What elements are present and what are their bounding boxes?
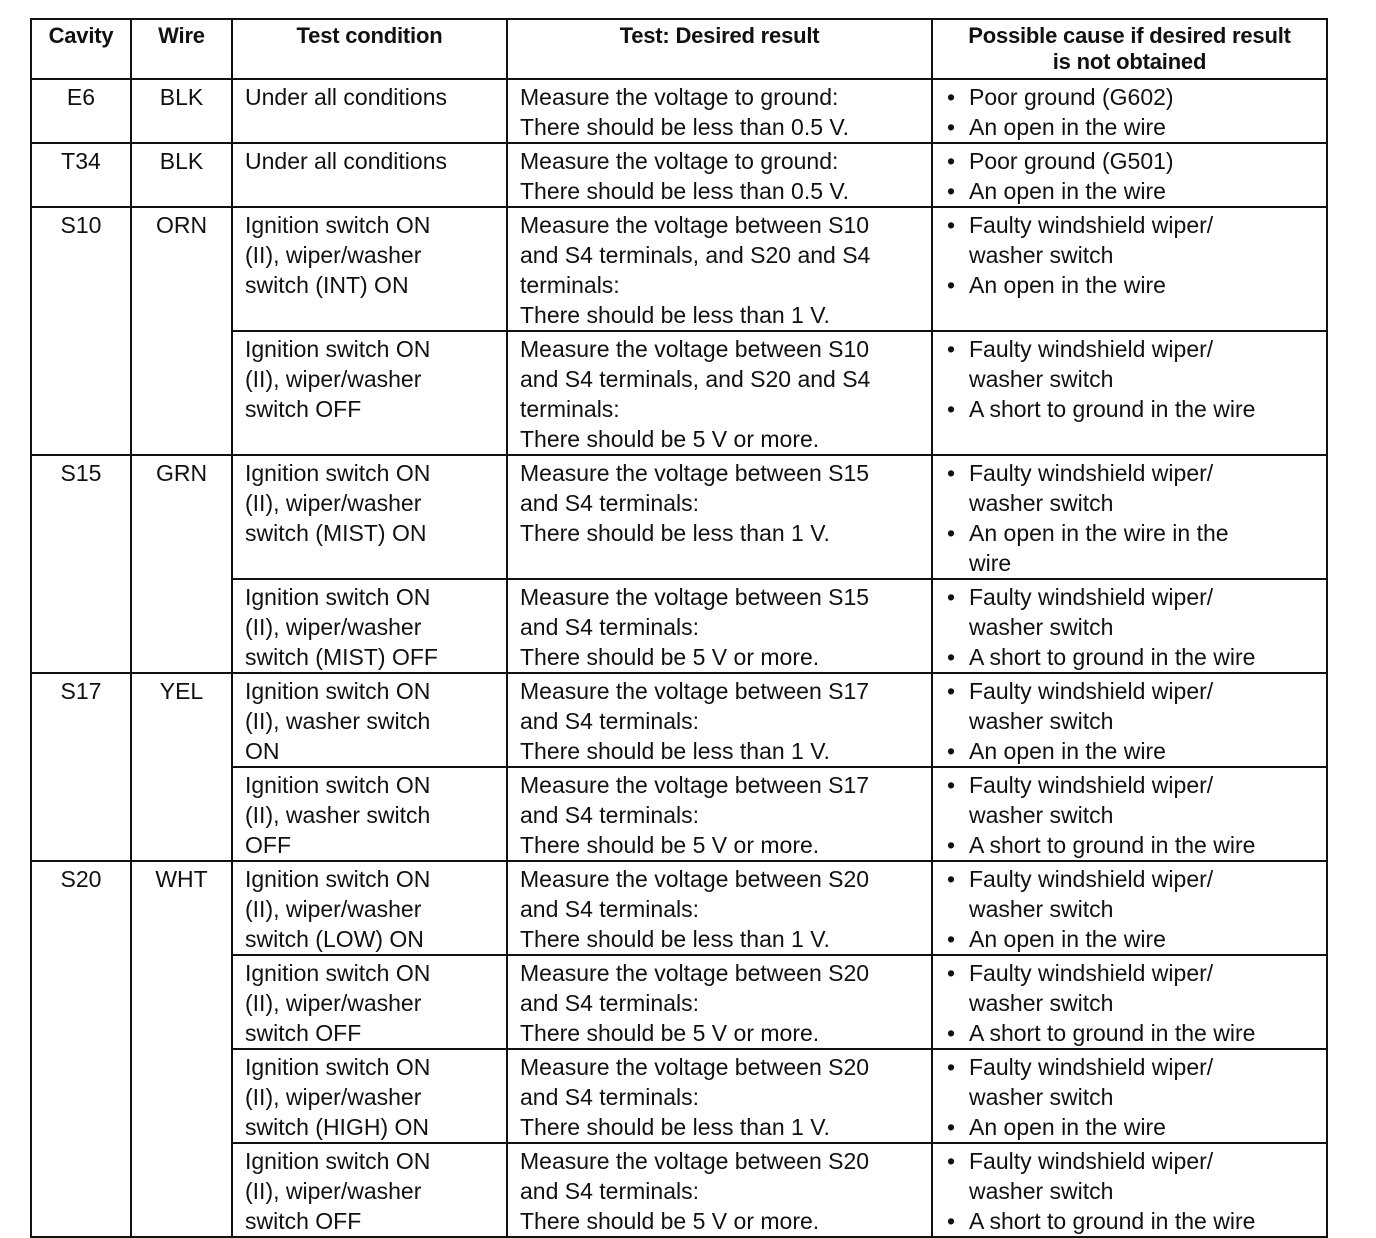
condition-cell (232, 673, 507, 767)
table-row (31, 79, 1327, 143)
condition-line: switch OFF (245, 1020, 362, 1046)
result-line: and S4 terminals: (520, 802, 699, 828)
result-line: Measure the voltage between S10 (520, 336, 870, 362)
result-line: There should be less than 0.5 V. (520, 178, 850, 204)
bullet-icon: • (947, 336, 956, 362)
result-cell (507, 1143, 932, 1237)
table-row (31, 673, 1327, 767)
result-line: terminals: (520, 272, 620, 298)
cause-item: • Faulty windshield wiper/ washer switch (947, 212, 1214, 268)
result-line: There should be less than 1 V. (520, 738, 830, 764)
condition-line: (II), wiper/washer (245, 1178, 422, 1204)
condition-cell (232, 79, 507, 143)
cause-item: • An open in the wire (947, 114, 1166, 140)
cause-item: • Faulty windshield wiper/ washer switch (947, 460, 1214, 516)
table-row (31, 143, 1327, 207)
cause-item: • Poor ground (G501) (947, 148, 1174, 174)
cause-item: • An open in the wire (947, 738, 1166, 764)
condition-line: switch (LOW) ON (245, 926, 424, 952)
wire-cell: YEL (131, 673, 232, 861)
result-line: Measure the voltage between S20 (520, 866, 870, 892)
cavity-cell: S20 (31, 861, 131, 1237)
bullet-icon: • (947, 1114, 956, 1140)
bullet-icon: • (947, 396, 956, 422)
result-line: and S4 terminals: (520, 708, 699, 734)
result-line: Measure the voltage between S20 (520, 1148, 870, 1174)
cause-item: • Faulty windshield wiper/ washer switch (947, 772, 1214, 828)
bullet-icon: • (947, 114, 956, 140)
table-row (31, 455, 1327, 579)
cause-item: • A short to ground in the wire (947, 1208, 1256, 1234)
condition-line: switch (HIGH) ON (245, 1114, 429, 1140)
cause-item: • Faulty windshield wiper/ washer switch (947, 584, 1214, 640)
cavity-cell: T34 (31, 143, 131, 207)
result-cell (507, 579, 932, 673)
cause-item: • An open in the wire (947, 272, 1166, 298)
condition-line: Under all conditions (245, 84, 448, 110)
bullet-icon: • (947, 1020, 956, 1046)
result-line: There should be 5 V or more. (520, 644, 820, 670)
result-line: There should be less than 1 V. (520, 1114, 830, 1140)
result-line: There should be less than 1 V. (520, 520, 830, 546)
cavity-cell: E6 (31, 79, 131, 143)
cause-cell (932, 673, 1327, 767)
table-row (31, 207, 1327, 331)
condition-cell (232, 579, 507, 673)
bullet-icon: • (947, 738, 956, 764)
result-line: and S4 terminals: (520, 1084, 699, 1110)
cause-item: • A short to ground in the wire (947, 832, 1256, 858)
condition-line: (II), wiper/washer (245, 614, 422, 640)
condition-line: switch OFF (245, 396, 362, 422)
condition-line: (II), washer switch (245, 802, 431, 828)
cause-item: • Poor ground (G602) (947, 84, 1174, 110)
bullet-icon: • (947, 678, 956, 704)
condition-line: switch OFF (245, 1208, 362, 1234)
wire-cell: WHT (131, 861, 232, 1237)
bullet-icon: • (947, 644, 956, 670)
condition-cell (232, 455, 507, 579)
condition-line: Ignition switch ON (245, 1148, 431, 1174)
cause-cell (932, 455, 1327, 579)
condition-line: Ignition switch ON (245, 772, 431, 798)
wire-cell: GRN (131, 455, 232, 673)
cause-cell (932, 331, 1327, 455)
cause-cell (932, 1143, 1327, 1237)
result-line: and S4 terminals: (520, 490, 699, 516)
bullet-icon: • (947, 1208, 956, 1234)
condition-line: Ignition switch ON (245, 212, 431, 238)
result-line: and S4 terminals: (520, 896, 699, 922)
cause-cell (932, 955, 1327, 1049)
bullet-icon: • (947, 584, 956, 610)
cavity-cell: S10 (31, 207, 131, 455)
condition-cell (232, 207, 507, 331)
result-line: There should be less than 1 V. (520, 926, 830, 952)
condition-line: (II), wiper/washer (245, 366, 422, 392)
condition-cell (232, 143, 507, 207)
condition-line: (II), wiper/washer (245, 1084, 422, 1110)
condition-line: (II), wiper/washer (245, 242, 422, 268)
condition-line: switch (MIST) ON (245, 520, 427, 546)
result-line: There should be less than 1 V. (520, 302, 830, 328)
cause-item: • Faulty windshield wiper/ washer switch (947, 960, 1214, 1016)
bullet-icon: • (947, 772, 956, 798)
result-cell (507, 861, 932, 955)
bullet-icon: • (947, 460, 956, 486)
cause-item: • Faulty windshield wiper/ washer switch (947, 678, 1214, 734)
result-line: and S4 terminals: (520, 990, 699, 1016)
result-line: There should be 5 V or more. (520, 832, 820, 858)
header-wire: Wire (131, 19, 232, 79)
condition-line: ON (245, 738, 280, 764)
condition-cell (232, 1049, 507, 1143)
result-cell (507, 207, 932, 331)
condition-line: (II), wiper/washer (245, 990, 422, 1016)
wire-cell: BLK (131, 79, 232, 143)
cause-cell (932, 207, 1327, 331)
cause-cell (932, 1049, 1327, 1143)
bullet-icon: • (947, 926, 956, 952)
wire-cell: ORN (131, 207, 232, 455)
result-line: Measure the voltage between S15 (520, 460, 870, 486)
result-cell (507, 673, 932, 767)
condition-cell (232, 955, 507, 1049)
wire-cell: BLK (131, 143, 232, 207)
bullet-icon: • (947, 178, 956, 204)
header-possible-cause (932, 19, 1327, 79)
condition-line: Ignition switch ON (245, 678, 431, 704)
result-line: and S4 terminals: (520, 614, 699, 640)
condition-line: switch (INT) ON (245, 272, 409, 298)
cause-cell (932, 143, 1327, 207)
result-line: There should be 5 V or more. (520, 426, 820, 452)
condition-line: Ignition switch ON (245, 460, 431, 486)
condition-cell (232, 331, 507, 455)
result-cell (507, 143, 932, 207)
result-cell (507, 767, 932, 861)
bullet-icon: • (947, 1054, 956, 1080)
result-line: Measure the voltage to ground: (520, 148, 839, 174)
bullet-icon: • (947, 84, 956, 110)
result-cell (507, 331, 932, 455)
result-line: Measure the voltage between S10 (520, 212, 870, 238)
result-line: Measure the voltage between S17 (520, 678, 870, 704)
bullet-icon: • (947, 212, 956, 238)
bullet-icon: • (947, 866, 956, 892)
condition-line: Ignition switch ON (245, 866, 431, 892)
condition-line: Under all conditions (245, 148, 448, 174)
result-line: There should be 5 V or more. (520, 1020, 820, 1046)
header-possible-cause-line2: is not obtained (1052, 49, 1207, 74)
cause-item: • A short to ground in the wire (947, 644, 1256, 670)
cause-item: • An open in the wire (947, 178, 1166, 204)
cause-item: • A short to ground in the wire (947, 396, 1256, 422)
result-line: Measure the voltage between S15 (520, 584, 870, 610)
condition-line: OFF (245, 832, 291, 858)
condition-cell (232, 861, 507, 955)
table-row (31, 861, 1327, 955)
result-line: There should be less than 0.5 V. (520, 114, 850, 140)
condition-line: Ignition switch ON (245, 584, 431, 610)
condition-line: Ignition switch ON (245, 960, 431, 986)
condition-line: Ignition switch ON (245, 1054, 431, 1080)
cause-item: • An open in the wire (947, 1114, 1166, 1140)
result-line: terminals: (520, 396, 620, 422)
cause-item: • Faulty windshield wiper/ washer switch (947, 1054, 1214, 1110)
cause-item: • An open in the wire (947, 926, 1166, 952)
result-cell (507, 455, 932, 579)
header-test-condition: Test condition (232, 19, 507, 79)
header-cavity: Cavity (31, 19, 131, 79)
condition-line: switch (MIST) OFF (245, 644, 438, 670)
cause-cell (932, 767, 1327, 861)
result-line: Measure the voltage between S20 (520, 960, 870, 986)
cavity-cell: S15 (31, 455, 131, 673)
result-line: and S4 terminals: (520, 1178, 699, 1204)
result-line: There should be 5 V or more. (520, 1208, 820, 1234)
result-cell (507, 955, 932, 1049)
condition-line: (II), wiper/washer (245, 490, 422, 516)
condition-cell (232, 1143, 507, 1237)
cause-item: • Faulty windshield wiper/ washer switch (947, 336, 1214, 392)
result-line: and S4 terminals, and S20 and S4 (520, 242, 871, 268)
cause-item: • An open in the wire in the wire (947, 520, 1229, 576)
condition-line: (II), wiper/washer (245, 896, 422, 922)
cause-cell (932, 579, 1327, 673)
condition-line: Ignition switch ON (245, 336, 431, 362)
header-row (31, 19, 1327, 79)
bullet-icon: • (947, 1148, 956, 1174)
bullet-icon: • (947, 960, 956, 986)
condition-line: (II), washer switch (245, 708, 431, 734)
cavity-cell: S17 (31, 673, 131, 861)
bullet-icon: • (947, 832, 956, 858)
cause-cell (932, 861, 1327, 955)
result-line: Measure the voltage to ground: (520, 84, 839, 110)
table-body (31, 79, 1327, 1237)
header-desired-result: Test: Desired result (507, 19, 932, 79)
cause-item: • Faulty windshield wiper/ washer switch (947, 866, 1214, 922)
result-cell (507, 79, 932, 143)
connector-test-table (30, 18, 1328, 1238)
result-line: and S4 terminals, and S20 and S4 (520, 366, 871, 392)
cause-item: • Faulty windshield wiper/ washer switch (947, 1148, 1214, 1204)
result-line: Measure the voltage between S20 (520, 1054, 870, 1080)
document-page (30, 18, 1326, 1238)
bullet-icon: • (947, 272, 956, 298)
result-cell (507, 1049, 932, 1143)
result-line: Measure the voltage between S17 (520, 772, 870, 798)
bullet-icon: • (947, 520, 956, 546)
bullet-icon: • (947, 148, 956, 174)
condition-cell (232, 767, 507, 861)
cause-item: • A short to ground in the wire (947, 1020, 1256, 1046)
cause-cell (932, 79, 1327, 143)
header-possible-cause-line1: Possible cause if desired result (968, 23, 1291, 48)
